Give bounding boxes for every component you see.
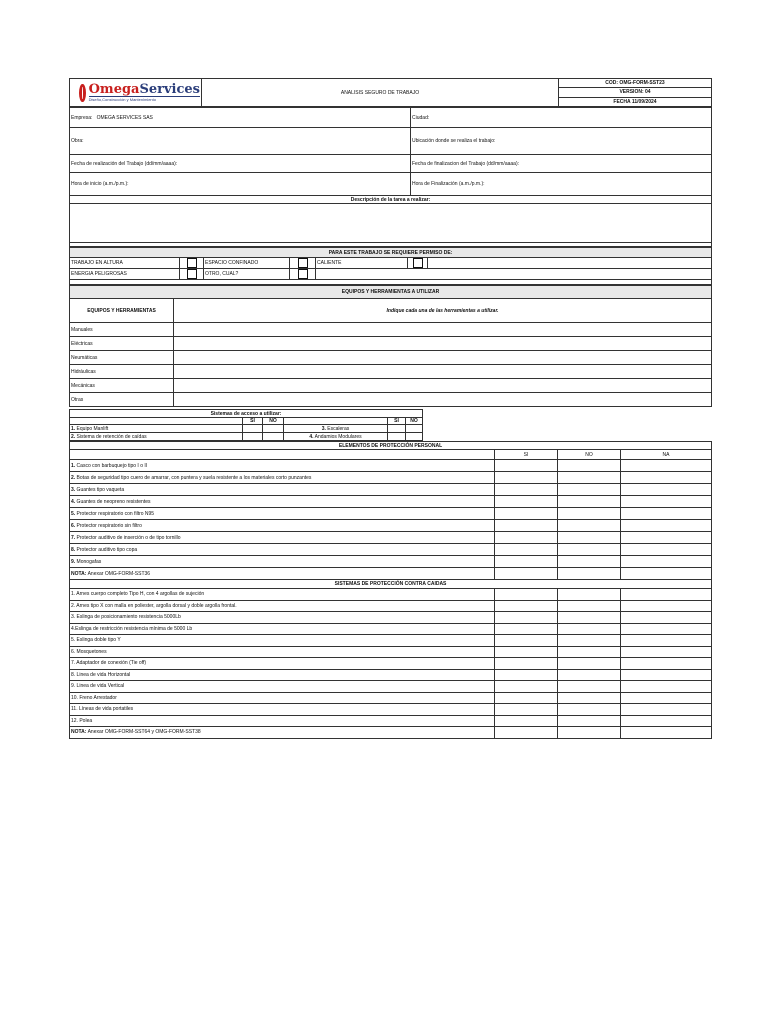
caidas-no-cell[interactable]: [558, 681, 621, 693]
acceso-si-cell[interactable]: [243, 433, 263, 441]
obra-field[interactable]: [70, 128, 411, 155]
caidas-title: SISTEMAS DE PROTECCIÓN CONTRA CAIDAS: [70, 580, 712, 589]
form-page: [69, 78, 711, 739]
caidas-na-cell[interactable]: [621, 646, 712, 658]
equipo-row-label: Manuales: [70, 323, 174, 337]
acceso-item: 1. Equipo Manlift: [70, 425, 243, 433]
caidas-na-cell[interactable]: [621, 704, 712, 716]
caidas-si-cell[interactable]: [495, 646, 558, 658]
caidas-item: 5. Eslinga doble tipo Y: [70, 635, 495, 647]
epp-item: 9. Monogafas: [70, 556, 495, 568]
fecha-finalizacion-field[interactable]: [411, 155, 712, 173]
acceso-item: 4. Andamios Modulares: [284, 433, 388, 441]
herramientas-col-header: Indique cada una de las herramientas a utilizar.: [174, 299, 712, 323]
epp-no-cell[interactable]: [558, 568, 621, 580]
caidas-na-cell[interactable]: [621, 658, 712, 670]
document-date: FECHA 11/09/2024: [559, 97, 712, 106]
ubicacion-field[interactable]: [411, 128, 712, 155]
hora-fin-label: Hora de Finalización (a.m./p.m.):: [412, 181, 485, 187]
caidas-item: 7. Adaptador de conexión (Tie off): [70, 658, 495, 670]
equipo-row-label: Otras: [70, 393, 174, 407]
caidas-na-cell[interactable]: [621, 600, 712, 612]
acceso-no-cell[interactable]: [263, 425, 284, 433]
caidas-no-cell[interactable]: [558, 600, 621, 612]
descripcion-textarea[interactable]: [70, 204, 712, 243]
caidas-si-cell[interactable]: [495, 669, 558, 681]
empresa-label: Empresa:: [71, 114, 93, 121]
caidas-si-cell[interactable]: [495, 704, 558, 716]
equipos-title: EQUIPOS Y HERRAMIENTAS A UTILIZAR: [70, 286, 712, 299]
epp-item: 2. Botas de seguridad tipo cuero de amarrar, con puntera y suela resistente a los materiales corto punzantes: [70, 472, 495, 484]
caidas-item: 1. Arnes cuerpo completo Tipo H, con 4 argollas de sujeción: [70, 589, 495, 601]
acceso-no-header: NO: [263, 418, 284, 425]
empresa-value: OMEGA SERVICES SAS: [96, 114, 153, 121]
caidas-item: 6. Mosquetones: [70, 646, 495, 658]
equipos-col-header: EQUIPOS Y HERRAMIENTAS: [70, 299, 174, 323]
caidas-no-cell[interactable]: [558, 623, 621, 635]
caidas-si-cell[interactable]: [495, 727, 558, 739]
epp-no-cell[interactable]: [558, 556, 621, 568]
equipo-row-label: Hidráulicas: [70, 365, 174, 379]
caidas-na-cell[interactable]: [621, 589, 712, 601]
epp-no-cell[interactable]: [558, 484, 621, 496]
caidas-na-cell[interactable]: [621, 727, 712, 739]
epp-na-cell[interactable]: [621, 496, 712, 508]
epp-no-cell[interactable]: [558, 496, 621, 508]
epp-si-cell[interactable]: [495, 460, 558, 472]
epp-title: ELEMENTOS DE PROTECCIÓN PERSONAL: [70, 442, 712, 450]
caidas-no-cell[interactable]: [558, 727, 621, 739]
caidas-no-cell[interactable]: [558, 658, 621, 670]
hora-inicio-label: Hora de inicio (a.m./p.m.):: [71, 181, 129, 187]
epp-si-cell[interactable]: [495, 472, 558, 484]
epp-item: 3. Guantes tipo vaqueta: [70, 484, 495, 496]
checkbox-icon: [413, 258, 423, 268]
acceso-si-cell[interactable]: [243, 425, 263, 433]
caidas-na-cell[interactable]: [621, 669, 712, 681]
header-table: [69, 78, 712, 107]
checkbox-icon: [298, 258, 308, 268]
epp-si-cell[interactable]: [495, 556, 558, 568]
equipo-row-label: Neumáticas: [70, 351, 174, 365]
omega-logo-icon: [79, 84, 86, 102]
equipo-row-input[interactable]: [174, 351, 712, 365]
epp-no-cell[interactable]: [558, 544, 621, 556]
epp-na-cell[interactable]: [621, 544, 712, 556]
epp-si-cell[interactable]: [495, 568, 558, 580]
ubicacion-label: Ubicación donde se realiza el trabajo:: [412, 138, 496, 144]
document-code: COD: OMG-FORM-SST23: [559, 79, 712, 88]
permiso-otro-cual-field[interactable]: [316, 269, 712, 280]
permiso-caliente-label: CALIENTE: [316, 258, 408, 269]
epp-na-cell[interactable]: [621, 520, 712, 532]
epp-na-cell[interactable]: [621, 532, 712, 544]
caidas-item: 2. Arnes tipo X con malla en poliester, argolla dorsal y doble argolla frontal.: [70, 600, 495, 612]
equipo-row-input[interactable]: [174, 323, 712, 337]
epp-no-cell[interactable]: [558, 472, 621, 484]
caidas-si-cell[interactable]: [495, 589, 558, 601]
epp-na-cell[interactable]: [621, 568, 712, 580]
acceso-blank-cell: [70, 418, 243, 425]
epp-na-cell[interactable]: [621, 484, 712, 496]
caidas-na-cell[interactable]: [621, 681, 712, 693]
epp-si-cell[interactable]: [495, 532, 558, 544]
company-tagline: Diseño,Construcción y Mantenimiento: [89, 96, 200, 102]
caidas-item: 8. Linea de vida Horizontal: [70, 669, 495, 681]
epp-blank-header: [70, 450, 495, 460]
epp-na-cell[interactable]: [621, 472, 712, 484]
acceso-no-header: NO: [406, 418, 423, 425]
caidas-si-cell[interactable]: [495, 715, 558, 727]
caidas-na-cell[interactable]: [621, 612, 712, 624]
acceso-si-cell[interactable]: [388, 433, 406, 441]
permiso-energia-label: ENERGIA PELIGROSAS: [70, 269, 180, 280]
descripcion-label: Descripción de la tarea a realizar:: [70, 196, 712, 204]
caidas-na-cell[interactable]: [621, 692, 712, 704]
epp-si-cell[interactable]: [495, 496, 558, 508]
caidas-no-cell[interactable]: [558, 715, 621, 727]
acceso-title: Sistemas de acceso a utilizar:: [70, 410, 423, 418]
caidas-si-cell[interactable]: [495, 658, 558, 670]
acceso-si-header: SI: [243, 418, 263, 425]
caidas-no-cell[interactable]: [558, 692, 621, 704]
caidas-si-cell[interactable]: [495, 681, 558, 693]
hora-inicio-field[interactable]: [70, 173, 411, 196]
epp-si-cell[interactable]: [495, 544, 558, 556]
document-title: ANALISIS SEGURO DE TRABAJO: [202, 79, 559, 107]
acceso-blank-cell: [284, 418, 388, 425]
permisos-table: [69, 247, 712, 285]
caidas-no-cell[interactable]: [558, 646, 621, 658]
caidas-item: 11. Líneas de vida portatiles: [70, 704, 495, 716]
ciudad-label: Ciudad:: [412, 114, 430, 121]
epp-item: 8. Protector auditivo tipo copa: [70, 544, 495, 556]
permiso-confinado-label: ESPACIO CONFINADO: [204, 258, 290, 269]
epp-item: 1. Casco con barbuquejo tipo I o II: [70, 460, 495, 472]
epp-no-cell[interactable]: [558, 520, 621, 532]
caidas-item: 9. Linea de vida Vertical: [70, 681, 495, 693]
caidas-note: NOTA: Anexar OMG-FORM-SST64 y OMG-FORM-SST38: [70, 727, 495, 739]
caidas-item: 10. Freno Arrestador: [70, 692, 495, 704]
company-name-part-a: Omega: [88, 82, 140, 97]
caidas-si-cell[interactable]: [495, 600, 558, 612]
caidas-si-cell[interactable]: [495, 612, 558, 624]
permiso-otro-label: OTRO, CUAL?: [204, 269, 290, 280]
caidas-no-cell[interactable]: [558, 635, 621, 647]
permisos-title: PARA ESTE TRABAJO SE REQUIERE PERMISO DE:: [70, 248, 712, 258]
logo-cell: [70, 79, 202, 107]
checkbox-icon: [187, 269, 197, 279]
acceso-no-cell[interactable]: [406, 425, 423, 433]
acceso-si-cell[interactable]: [388, 425, 406, 433]
hora-fin-field[interactable]: [411, 173, 712, 196]
epp-no-cell[interactable]: [558, 532, 621, 544]
caidas-no-cell[interactable]: [558, 704, 621, 716]
epp-si-cell[interactable]: [495, 484, 558, 496]
epp-no-cell[interactable]: [558, 508, 621, 520]
caidas-na-cell[interactable]: [621, 715, 712, 727]
fecha-realizacion-field[interactable]: [70, 155, 411, 173]
permiso-energia-checkbox[interactable]: [180, 269, 204, 280]
acceso-no-cell[interactable]: [263, 433, 284, 441]
caidas-si-cell[interactable]: [495, 623, 558, 635]
acceso-blank: [423, 410, 712, 441]
acceso-table: [69, 409, 712, 441]
epp-na-cell[interactable]: [621, 556, 712, 568]
equipos-table: [69, 285, 712, 407]
document-version: VERSION: 04: [559, 88, 712, 97]
epp-si-cell[interactable]: [495, 508, 558, 520]
spacer-row: [70, 280, 712, 285]
epp-note: NOTA: Anexar OMG-FORM-SST36: [70, 568, 495, 580]
caidas-si-cell[interactable]: [495, 692, 558, 704]
caidas-item: 4.Eslinga de restricción resistencia mínima de 5000 Lb: [70, 623, 495, 635]
obra-label: Obra:: [71, 138, 84, 144]
epp-no-header: NO: [558, 450, 621, 460]
spacer-row: [70, 243, 712, 247]
equipo-row-label: Eléctricas: [70, 337, 174, 351]
acceso-si-header: SI: [388, 418, 406, 425]
acceso-item: 3. Escaleras: [284, 425, 388, 433]
epp-si-cell[interactable]: [495, 520, 558, 532]
checkbox-icon: [187, 258, 197, 268]
company-name-part-b: Services: [139, 82, 200, 97]
equipo-row-input[interactable]: [174, 393, 712, 407]
epp-na-header: NA: [621, 450, 712, 460]
fecha-realizacion-label: Fecha de realización del Trabajo (dd/mm/aaaa):: [71, 160, 178, 167]
caidas-no-cell[interactable]: [558, 669, 621, 681]
permiso-altura-label: TRABAJO EN ALTURA: [70, 258, 180, 269]
equipo-row-input[interactable]: [174, 379, 712, 393]
equipo-row-label: Mecánicas: [70, 379, 174, 393]
epp-item: 6. Protector respiratorio sin filtro: [70, 520, 495, 532]
permiso-otro-checkbox[interactable]: [290, 269, 316, 280]
equipo-row-input[interactable]: [174, 337, 712, 351]
epp-table: [69, 441, 712, 739]
epp-item: 4. Guantes de neopreno resistentes: [70, 496, 495, 508]
caidas-no-cell[interactable]: [558, 612, 621, 624]
caidas-na-cell[interactable]: [621, 635, 712, 647]
fecha-finalizacion-label: Fecha de finalizacion del Trabajo (dd/mm/aaaa):: [412, 160, 520, 167]
epp-na-cell[interactable]: [621, 508, 712, 520]
permiso-confinado-checkbox[interactable]: [290, 258, 316, 269]
caidas-item: 3. Eslinga de posicionamiento resistencia 5000Lb: [70, 612, 495, 624]
permiso-caliente-checkbox[interactable]: [408, 258, 428, 269]
permiso-altura-checkbox[interactable]: [180, 258, 204, 269]
caidas-si-cell[interactable]: [495, 635, 558, 647]
epp-item: 7. Protector auditivo de inserción o de tipo tornillo: [70, 532, 495, 544]
caidas-item: 12. Polea: [70, 715, 495, 727]
caidas-no-cell[interactable]: [558, 589, 621, 601]
epp-no-cell[interactable]: [558, 460, 621, 472]
ciudad-field[interactable]: [411, 108, 712, 128]
caidas-na-cell[interactable]: [621, 623, 712, 635]
epp-si-header: SI: [495, 450, 558, 460]
empresa-field[interactable]: [70, 108, 411, 128]
equipo-row-input[interactable]: [174, 365, 712, 379]
acceso-item: 2. Sistema de retención de caídas: [70, 433, 243, 441]
permiso-empty-cell: [428, 258, 712, 269]
general-info-table: [69, 107, 712, 247]
acceso-no-cell[interactable]: [406, 433, 423, 441]
epp-item: 5. Protector respiratorio con filtro N95: [70, 508, 495, 520]
epp-na-cell[interactable]: [621, 460, 712, 472]
company-logo: [71, 83, 200, 102]
checkbox-icon: [298, 269, 308, 279]
